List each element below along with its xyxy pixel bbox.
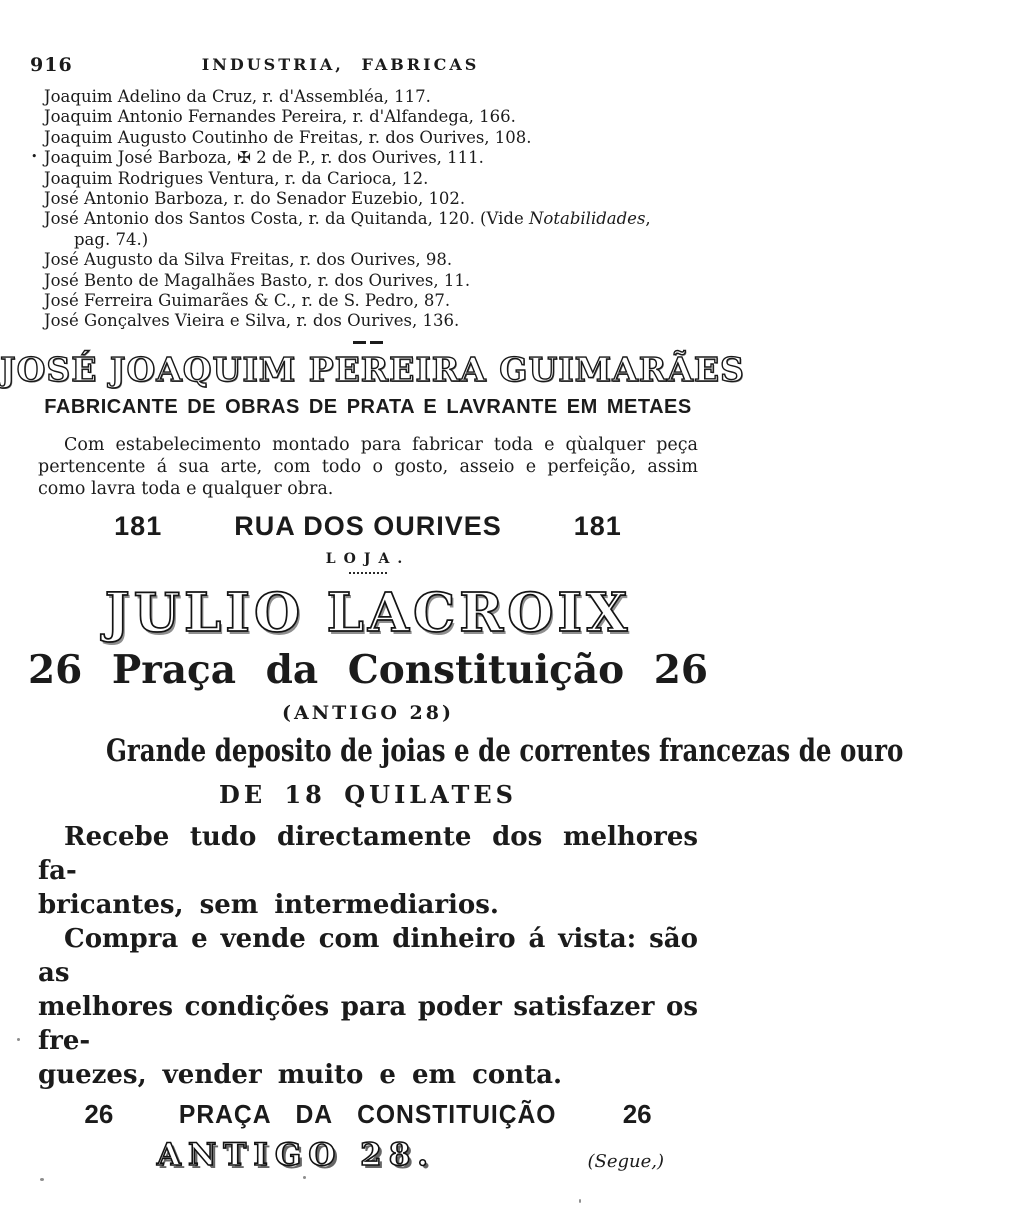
ink-speck — [40, 1178, 44, 1181]
directory-entry-text: Joaquim José Barboza, ✠ 2 de P., r. dos Ourives, 111. — [44, 148, 484, 168]
directory-entry — [31, 148, 710, 168]
directory-entry-italic: Notabilidades — [528, 209, 646, 229]
street-number-left: 181 — [114, 510, 163, 541]
guimaraes-description — [38, 434, 698, 500]
directory-entry — [44, 209, 710, 250]
guimaraes-title: JOSÉ JOAQUIM PEREIRA GUIMARÃES — [0, 349, 745, 389]
directory-entry-text: , — [645, 209, 651, 229]
directory-list — [31, 87, 710, 332]
directory-entry: Joaquim Adelino da Cruz, r. d'Assembléa, 117. — [44, 87, 431, 106]
directory-entry: José Antonio Barboza, r. do Senador Euzebio, 102. — [44, 189, 466, 209]
directory-entry: José Bento de Magalhães Basto, r. dos Ourives, 11. — [44, 270, 471, 290]
directory-entry: José Gonçalves Vieira e Silva, r. dos Ourives, 136. — [44, 311, 460, 331]
headline-text: Grande deposito de joias e de correntes francezas de ouro — [105, 732, 904, 769]
headline-gold-chains — [0, 732, 904, 769]
paragraph-line: como lavra toda e qualquer obra. — [38, 478, 334, 499]
paragraph-line: Recebe tudo directamente dos melhores fa- — [38, 821, 698, 886]
directory-entry: José Augusto da Silva Freitas, r. dos Ourives, 98. — [44, 250, 453, 270]
paragraph-line: bricantes, sem intermediarios. — [38, 889, 499, 920]
address-line-constituicao-bottom — [0, 1099, 736, 1130]
running-header: INDUSTRIA, FABRICAS — [201, 55, 480, 74]
street-number-right: 181 — [573, 510, 622, 541]
ink-speck — [303, 1176, 306, 1179]
directory-entry: Joaquim Antonio Fernandes Pereira, r. d'Alfandega, 166. — [44, 107, 516, 127]
lacroix-title: JULIO LACROIX — [104, 581, 632, 644]
address-line-constituicao: 26 Praça da Constituição 26 — [28, 646, 708, 693]
margin-dot: • — [31, 150, 38, 164]
directory-entry-text: José Antonio dos Santos Costa, r. da Quitanda, 120. (Vide — [44, 209, 529, 229]
paragraph-line: pertencente á sua arte, com todo o gosto, asseio e perfeição, assim — [38, 456, 698, 477]
scanned-directory-page — [0, 54, 904, 1207]
paragraph-line: Com estabelecimento montado para fabricar toda e qùalquer peça — [64, 434, 698, 455]
guimaraes-subtitle: FABRICANTE DE OBRAS DE PRATA E LAVRANTE EM METAES — [44, 395, 692, 418]
paragraph-line: guezes, vender muito e em conta. — [38, 1059, 563, 1090]
sales-paragraph-1 — [38, 820, 698, 922]
entry-continuation: pag. 74.) — [74, 229, 149, 249]
loja-rule — [349, 572, 387, 574]
directory-entry: Joaquim Augusto Coutinho de Freitas, r. dos Ourives, 108. — [44, 127, 532, 147]
street-number-right: 26 — [622, 1098, 652, 1129]
sales-paragraph-2 — [38, 922, 698, 1092]
antigo-28-ornate: ANTIGO 28. — [156, 1136, 436, 1173]
page-number: 916 — [30, 54, 73, 76]
segue-note: (Segue,) — [587, 1150, 664, 1172]
ink-speck — [579, 1199, 581, 1203]
paragraph-line: Compra e vende com dinheiro á vista: são as — [38, 923, 698, 988]
street-number-left: 26 — [84, 1098, 114, 1129]
section-divider — [0, 341, 736, 344]
street-name: RUA DOS OURIVES — [234, 510, 502, 541]
antigo-28-note: (ANTIGO 28) — [282, 701, 454, 724]
address-line-ourives — [0, 511, 736, 542]
karat-line: DE 18 QUILATES — [219, 779, 517, 809]
street-name: PRAÇA DA CONSTITUIÇÃO — [179, 1098, 557, 1129]
paragraph-line: melhores condições para poder satisfazer os fre- — [38, 991, 698, 1056]
directory-entry: Joaquim Rodrigues Ventura, r. da Carioca, 12. — [44, 168, 429, 188]
loja-label: LOJA. — [325, 550, 411, 567]
ink-speck — [17, 1038, 20, 1041]
page-header — [30, 54, 706, 78]
directory-entry: José Ferreira Guimarães & C., r. de S. Pedro, 87. — [44, 291, 451, 311]
